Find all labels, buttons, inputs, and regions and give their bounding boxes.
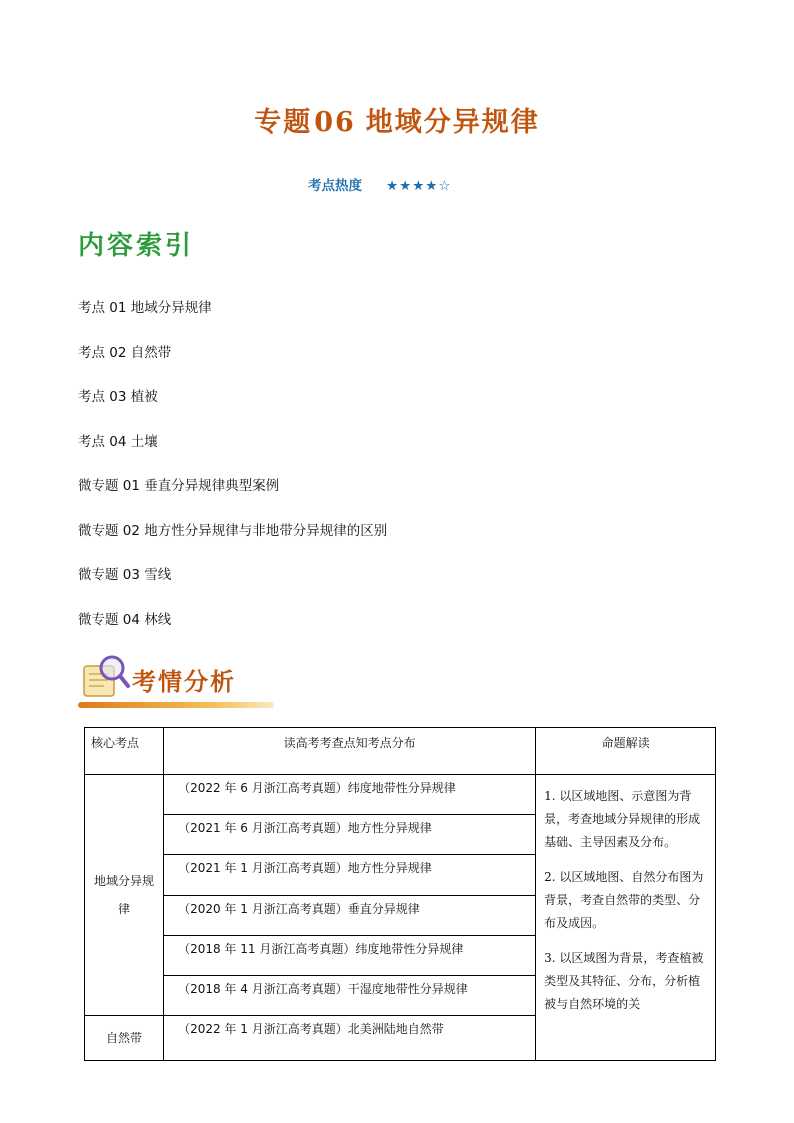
index-item[interactable]: 考点 04 土壤	[78, 433, 158, 450]
interpretation-cell	[536, 775, 716, 1061]
column-header: 核心考点	[85, 728, 164, 775]
column-header: 读高考考查点知考点分布	[164, 728, 536, 775]
interpretation-paragraph: 3. 以区域图为背景，考查植被类型及其特征、分布，分析植被与自然环境的关	[544, 951, 704, 1011]
analysis-heading: 考情分析	[132, 667, 236, 696]
analysis-table	[84, 727, 716, 1061]
index-item[interactable]: 微专题 03 雪线	[78, 567, 172, 583]
magnifier-notebook-icon	[78, 652, 132, 704]
title-prefix: 专题	[254, 107, 313, 138]
interpretation-paragraph: 2. 以区域地图、自然分布图为背景，考查自然带的类型、分布及成因。	[544, 870, 704, 930]
index-item[interactable]: 微专题 02 地方性分异规律与非地带分异规律的区别	[78, 522, 388, 539]
title-topic: 地域分异规律	[365, 107, 540, 138]
analysis-banner	[78, 652, 274, 712]
exam-item: （2021 年 6 月浙江高考真题）地方性分异规律	[164, 815, 536, 855]
index-item[interactable]: 考点 01 地域分异规律	[78, 300, 212, 316]
heat-stars: ★★★★☆	[386, 178, 452, 194]
index-item[interactable]: 考点 03 植被	[78, 389, 158, 405]
core-topic-cell: 自然带	[85, 1016, 164, 1061]
interpretation-paragraph: 1. 以区域地图、示意图为背景，考查地域分异规律的形成基础、主导因素及分布。	[544, 789, 701, 849]
index-item[interactable]: 微专题 01 垂直分异规律典型案例	[78, 478, 280, 494]
page-title	[0, 100, 794, 139]
core-topic-cell: 地域分异规律	[85, 775, 164, 1016]
column-header: 命题解读	[536, 728, 716, 775]
index-item[interactable]: 考点 02 自然带	[78, 344, 172, 361]
index-item[interactable]: 微专题 04 林线	[78, 611, 172, 628]
exam-item: （2018 年 4 月浙江高考真题）干湿度地带性分异规律	[164, 975, 536, 1015]
exam-item: （2021 年 1 月浙江高考真题）地方性分异规律	[164, 855, 536, 895]
heat-label: 考点热度	[308, 178, 362, 194]
heat-rating	[308, 174, 452, 194]
table-row	[85, 775, 716, 815]
exam-item: （2022 年 1 月浙江高考真题）北美洲陆地自然带	[164, 1016, 536, 1061]
index-list	[78, 298, 387, 654]
exam-item: （2022 年 6 月浙江高考真题）纬度地带性分异规律	[164, 775, 536, 815]
exam-item: （2020 年 1 月浙江高考真题）垂直分异规律	[164, 895, 536, 935]
banner-underline	[78, 702, 274, 708]
index-heading: 内容索引	[78, 231, 195, 261]
title-number: 06	[314, 107, 356, 138]
exam-item: （2018 年 11 月浙江高考真题）纬度地带性分异规律	[164, 935, 536, 975]
